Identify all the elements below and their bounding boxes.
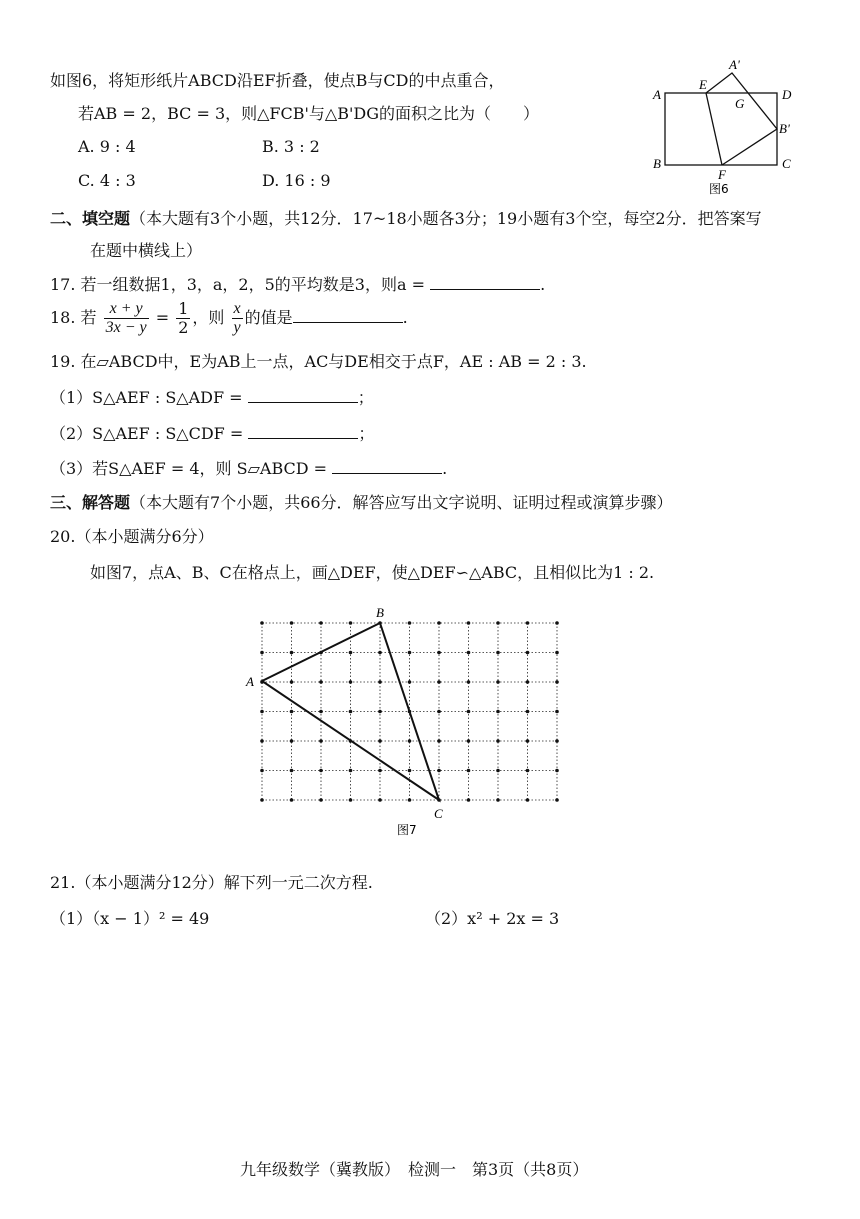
lattice-point [290, 710, 294, 714]
label-b: B [653, 156, 661, 171]
q21-head: 21.（本小题满分12分）解下列一元二次方程. [50, 873, 373, 892]
q21-sub2: （2）x² + 2x = 3 [425, 909, 560, 928]
label-b: B [376, 606, 384, 620]
lattice-point [319, 621, 323, 625]
lattice-point [408, 769, 412, 773]
label-c: C [434, 806, 443, 821]
lattice-point [437, 769, 441, 773]
lattice-point [555, 651, 559, 655]
section3-heading [50, 490, 673, 513]
lattice-point [378, 680, 382, 684]
lattice-point [290, 651, 294, 655]
lattice-point [496, 739, 500, 743]
lattice-point [260, 621, 264, 625]
q17-text: 17. 若一组数据1，3，a，2，5的平均数是3，则a = [50, 275, 431, 294]
lattice-point [526, 680, 530, 684]
q21-sub1: （1）（x − 1）² = 49 [50, 909, 210, 928]
lattice-point [408, 621, 412, 625]
lattice-point [467, 651, 471, 655]
q19-sub1: （1）S△AEF : S△ADF = ； [50, 388, 374, 407]
label-c: C [782, 156, 791, 171]
figure-7 [240, 606, 580, 842]
section3-desc: （本大题有7个小题，共66分．解答应写出文字说明、证明过程或演算步骤） [130, 493, 673, 512]
lattice-point [260, 651, 264, 655]
lattice-point [378, 710, 382, 714]
lattice-point [437, 739, 441, 743]
lattice-point [319, 769, 323, 773]
figure-6 [645, 55, 805, 205]
figure-6-caption: 图6 [709, 182, 729, 196]
lattice-point [290, 739, 294, 743]
lattice-point [319, 710, 323, 714]
lattice-point [290, 798, 294, 802]
q17: 17. 若一组数据1，3，a，2，5的平均数是3，则a = . [50, 275, 546, 294]
page-footer: 九年级数学（冀教版） 检测一 第3页（共8页） [240, 1160, 589, 1179]
q16-option-a: A. 9 : 4 [78, 137, 136, 156]
lattice-point [349, 798, 353, 802]
lattice-point [526, 769, 530, 773]
q18-fraction-half: $\frac{1}{2}$ [178, 299, 189, 337]
lattice-point [260, 710, 264, 714]
lattice-point [349, 710, 353, 714]
q18-fraction-expression: $\frac{x + y}{3x - y}$ [105, 300, 147, 336]
q20-body: 如图7，点A、B、C在格点上，画△DEF，使△DEF∽△ABC，且相似比为1 : 2. [90, 563, 655, 582]
lattice-point [526, 710, 530, 714]
lattice-point [349, 769, 353, 773]
lattice-point [526, 739, 530, 743]
lattice-point [496, 621, 500, 625]
lattice-point [555, 739, 559, 743]
section2-title: 二、填空题 [50, 209, 131, 228]
lattice-point [526, 651, 530, 655]
label-d: D [782, 87, 792, 102]
lattice-point [437, 710, 441, 714]
lattice-point [496, 798, 500, 802]
lattice-point [437, 680, 441, 684]
lattice-point [349, 651, 353, 655]
label-f: F [718, 167, 726, 182]
q16-line1: 如图6，将矩形纸片ABCD沿EF折叠，使点B与CD的中点重合， [50, 71, 505, 90]
q19-sub3-blank[interactable] [332, 459, 442, 474]
lattice-point [319, 739, 323, 743]
label-a: A [653, 87, 661, 102]
lattice-point [496, 651, 500, 655]
lattice-point [467, 621, 471, 625]
lattice-point [378, 798, 382, 802]
lattice-point [467, 710, 471, 714]
q19-stem: 19. 在▱ABCD中，E为AB上一点，AC与DE相交于点F，AE : AB = 2 : 3. [50, 352, 587, 371]
lattice-point [437, 621, 441, 625]
q16-option-c: C. 4 : 3 [78, 171, 136, 190]
q17-answer-blank[interactable] [430, 275, 540, 290]
lattice-point [408, 798, 412, 802]
section2-desc-line2: 在题中横线上） [90, 241, 203, 260]
lattice-point [349, 680, 353, 684]
q16-line2: 若AB = 2，BC = 3，则△FCB'与△B'DG的面积之比为（ ） [78, 104, 540, 123]
lattice-point [260, 739, 264, 743]
q19-sub2-blank[interactable] [248, 424, 358, 439]
section3-title: 三、解答题 [50, 493, 131, 512]
lattice-point [496, 769, 500, 773]
q18-suffix: 的值是 [244, 308, 293, 327]
lattice-point [378, 651, 382, 655]
lattice-point [290, 680, 294, 684]
lattice-point [555, 621, 559, 625]
lattice-point [260, 798, 264, 802]
label-b-prime: B' [779, 121, 790, 136]
lattice-point [260, 769, 264, 773]
rect-abcd [665, 93, 777, 165]
folded-edges [706, 73, 777, 165]
section2-desc-line1: （本大题有3个小题，共12分．17~18小题各3分；19小题有3个空，每空2分．把答案写 [130, 209, 762, 228]
lattice-point [408, 680, 412, 684]
lattice-point [349, 621, 353, 625]
lattice-point [526, 798, 530, 802]
figure-7-caption: 图7 [397, 823, 417, 837]
lattice-point [319, 798, 323, 802]
label-e: E [699, 77, 707, 92]
q20-head: 20.（本小题满分6分） [50, 527, 214, 546]
lattice-point [319, 680, 323, 684]
q18-answer-blank[interactable] [293, 308, 403, 323]
lattice-point [467, 798, 471, 802]
q19-sub1-blank[interactable] [248, 388, 358, 403]
lattice-point [408, 739, 412, 743]
lattice-point [496, 710, 500, 714]
q18-fraction-x-over-y: $\frac{x}{y}$ [233, 300, 241, 336]
lattice-point [555, 798, 559, 802]
q16-option-b: B. 3 : 2 [262, 137, 320, 156]
lattice-point [290, 769, 294, 773]
lattice-point [437, 651, 441, 655]
lattice-point [555, 710, 559, 714]
q19-sub2: （2）S△AEF : S△CDF = ； [50, 424, 375, 443]
lattice-point [555, 680, 559, 684]
label-g: G [735, 96, 745, 111]
lattice-point [467, 739, 471, 743]
lattice-point [290, 621, 294, 625]
lattice-point [467, 680, 471, 684]
label-a: A [246, 674, 254, 689]
label-a-prime: A' [729, 57, 740, 72]
lattice-point [555, 769, 559, 773]
q19-sub3: （3）若S△AEF = 4，则 S▱ABCD = . [50, 459, 448, 478]
lattice-point [467, 769, 471, 773]
q16-option-d: D. 16 : 9 [262, 171, 331, 190]
lattice-point [408, 651, 412, 655]
q18-prefix: 18. 若 [50, 308, 97, 327]
q18: 18. 若 $\frac{x + y}{3x - y}$ = $\frac{1}{2}$ ，则 $\frac{x}{y}$ 的值是 . [50, 299, 408, 337]
fold-line-ef [706, 93, 722, 165]
lattice-point [526, 621, 530, 625]
lattice-point [378, 739, 382, 743]
q18-mid: ，则 [192, 308, 225, 327]
lattice-point [378, 769, 382, 773]
section2-heading [50, 206, 762, 229]
lattice-point [496, 680, 500, 684]
